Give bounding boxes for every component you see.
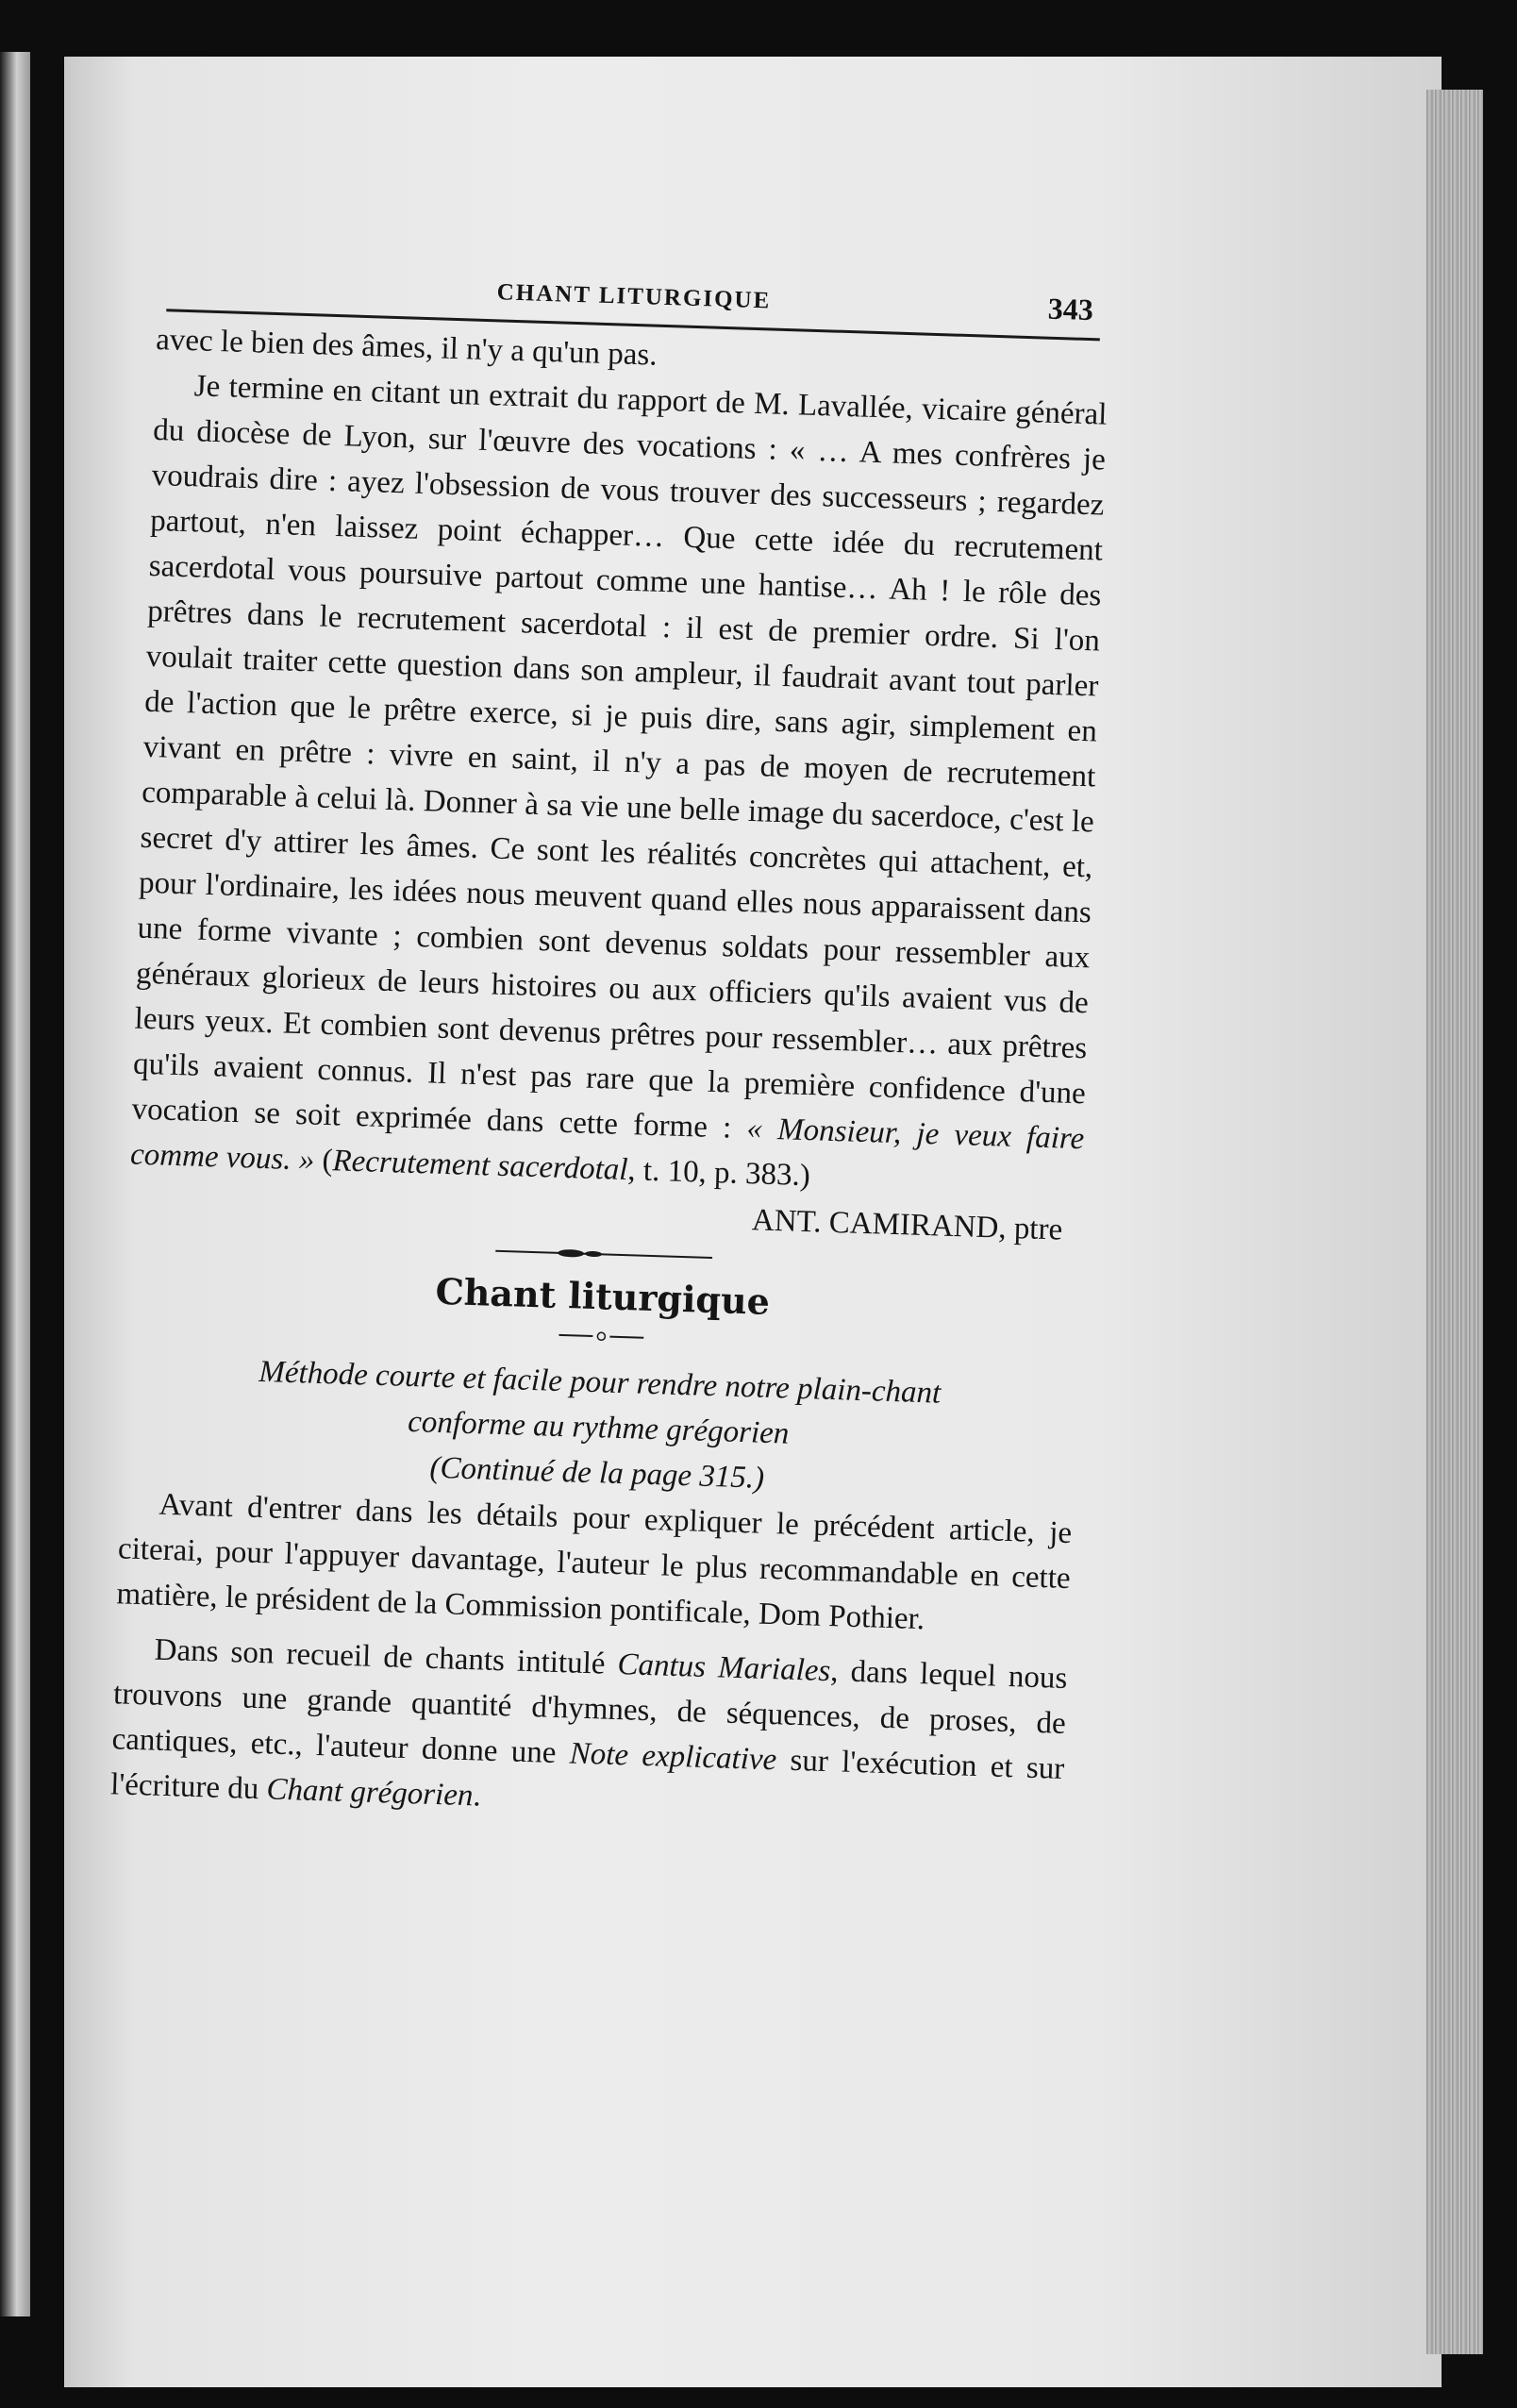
subtitle-line-2: conforme au rythme grégorien [407, 1404, 790, 1451]
p4-italic-chant: Chant grégorien [265, 1772, 475, 1814]
adjacent-page-edge [0, 52, 30, 2316]
p4-period: . [472, 1779, 482, 1814]
ref-rest: , t. 10, p. 383.) [626, 1153, 811, 1194]
paragraph-lavallee-quote [129, 362, 1108, 1207]
p4-text-e: sur l'exécution et sur l'écriture du [109, 1743, 1065, 1807]
p4-italic-cantus: Cantus Mariales [617, 1647, 831, 1689]
page-number: 343 [1047, 291, 1094, 327]
section-title: Chant liturgique [434, 1269, 771, 1323]
page-stack-edge [1426, 90, 1483, 2354]
quote-text: Je termine en citant un extrait du rapport de M. Lavallée, vicaire général du diocèse de Lyon, sur l'œuvre des vocations : « … A mes confrères je voudrais dire : ayez l'obsession de vous trouver des successeurs ; regardez partout, n'en laissez point échapper… Que cette idée du recrutement sacerdotal vous poursuive partout comme une hantise… Ah ! le rôle des prêtres dans le recrutement sacerdotal : il est de premier ordre. Si l'on voulait traiter cette question dans son ampleur, il faudrait avant tout parler de l'action que le prêtre exerce, si je puis dire, sans agir, simplement en vivant en prêtre : vivre en saint, il n'y a pas de moyen de recrutement comparable à celui là. Donner à sa vie une belle image du sacerdoce, c'est le secret d'y attirer les âmes. Ce sont les réalités concrètes qui attachent, et, pour l'ordinaire, les idées nous meuvent quand elles nous apparaissent dans une forme vivante ; combien sont devenus soldats pour ressembler aux généraux glorieux de leurs histoires ou aux officiers qu'ils avaient vus de leurs yeux. Et combien sont devenus prêtres pour ressembler… aux prêtres qu'ils avaient connus. Il n'est pas rare que la première confidence d'une vocation se soit exprimée dans cette forme : [131, 369, 1108, 1145]
subtitle-line-1: Méthode courte et facile pour rendre notre plain-chant [258, 1354, 942, 1411]
author-signature: ANT. CAMIRAND, ptre [751, 1203, 1063, 1247]
ref-title: Recrutement sacerdotal [331, 1144, 629, 1188]
page-text-block [109, 259, 1110, 1837]
paragraph-continuation: avec le bien des âmes, il n'y a qu'un pas. [155, 322, 658, 373]
ref-open: ( [321, 1143, 334, 1179]
p4-text-c: , dans lequel nous trouvons une grande quantité d'hymnes, de séquences, de proses, de cantiques, etc., l'auteur donne une [111, 1654, 1068, 1771]
continuation-note: (Continué de la page 315.) [429, 1450, 765, 1496]
paragraph-dom-pothier: Avant d'entrer dans les détails pour expliquer le précédent article, je citerai, pour l'appuyer davantage, l'auteur le plus recommandable en cette matière, le président de la Commission pontificale, Dom Pothier. [115, 1487, 1073, 1637]
running-head: CHANT LITURGIQUE [496, 279, 772, 314]
paragraph-cantus-mariales [109, 1626, 1068, 1837]
p4-italic-note: Note explicative [569, 1736, 777, 1778]
quote-italic: « Monsieur, je veux faire comme vous. » [129, 1112, 1085, 1178]
p4-text-a: Dans son recueil de chants intitulé [154, 1632, 607, 1681]
